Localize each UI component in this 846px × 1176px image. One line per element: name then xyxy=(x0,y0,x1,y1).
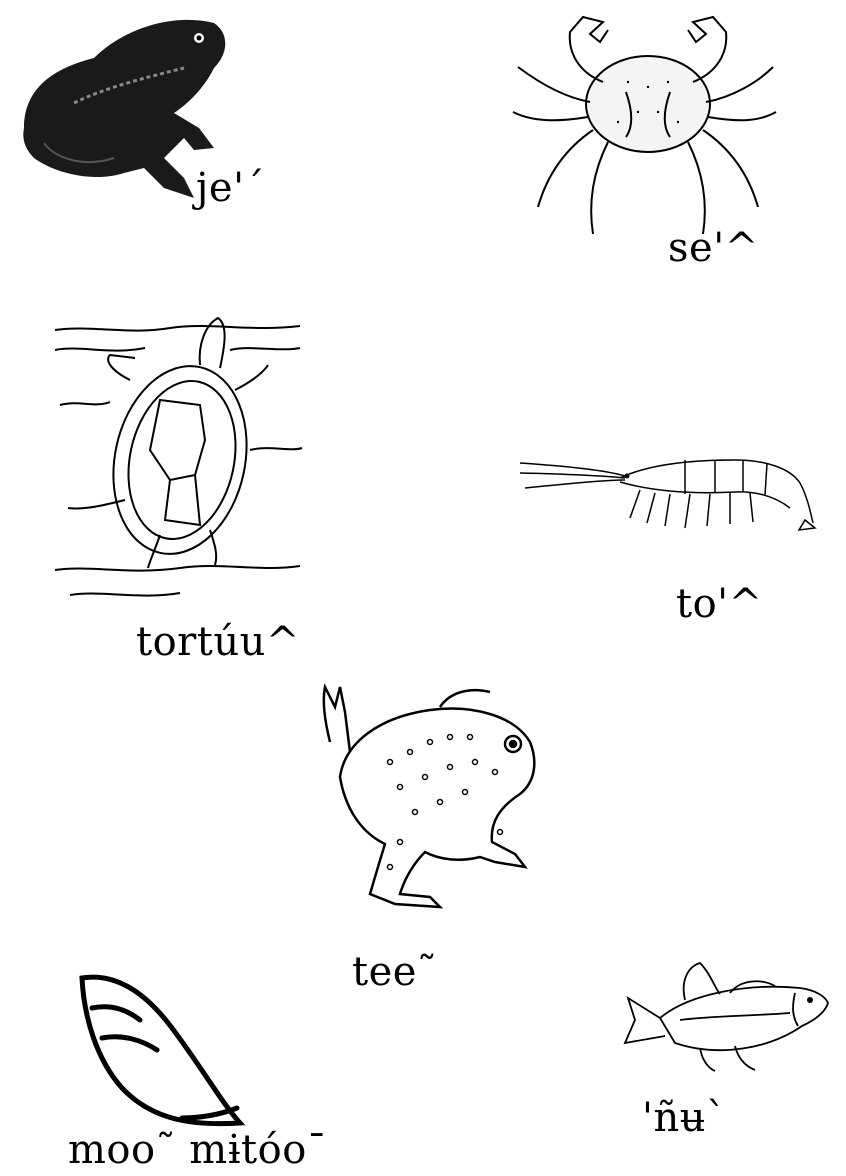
shell-icon xyxy=(72,968,247,1130)
crab-icon xyxy=(508,12,778,240)
crab-label: se'^ xyxy=(668,225,759,271)
toad-illustration xyxy=(300,682,540,910)
shrimp-label: to'^ xyxy=(676,581,763,627)
turtle-illustration xyxy=(50,310,305,616)
shrimp-illustration xyxy=(515,448,820,538)
shell-illustration xyxy=(72,968,247,1130)
fish-illustration xyxy=(620,958,830,1074)
fish-icon xyxy=(620,958,830,1074)
toad-icon xyxy=(300,682,540,910)
crab-illustration xyxy=(508,12,778,240)
shrimp-icon xyxy=(515,448,820,538)
turtle-icon xyxy=(50,310,305,616)
toad-label: tee˜ xyxy=(352,949,438,995)
fish-label: 'ñʉ` xyxy=(642,1095,727,1141)
frog-label: je'´ xyxy=(196,165,266,211)
shell-label: moo˜ mɨtóo¯ xyxy=(68,1127,328,1173)
turtle-label: tortúu^ xyxy=(136,619,300,665)
